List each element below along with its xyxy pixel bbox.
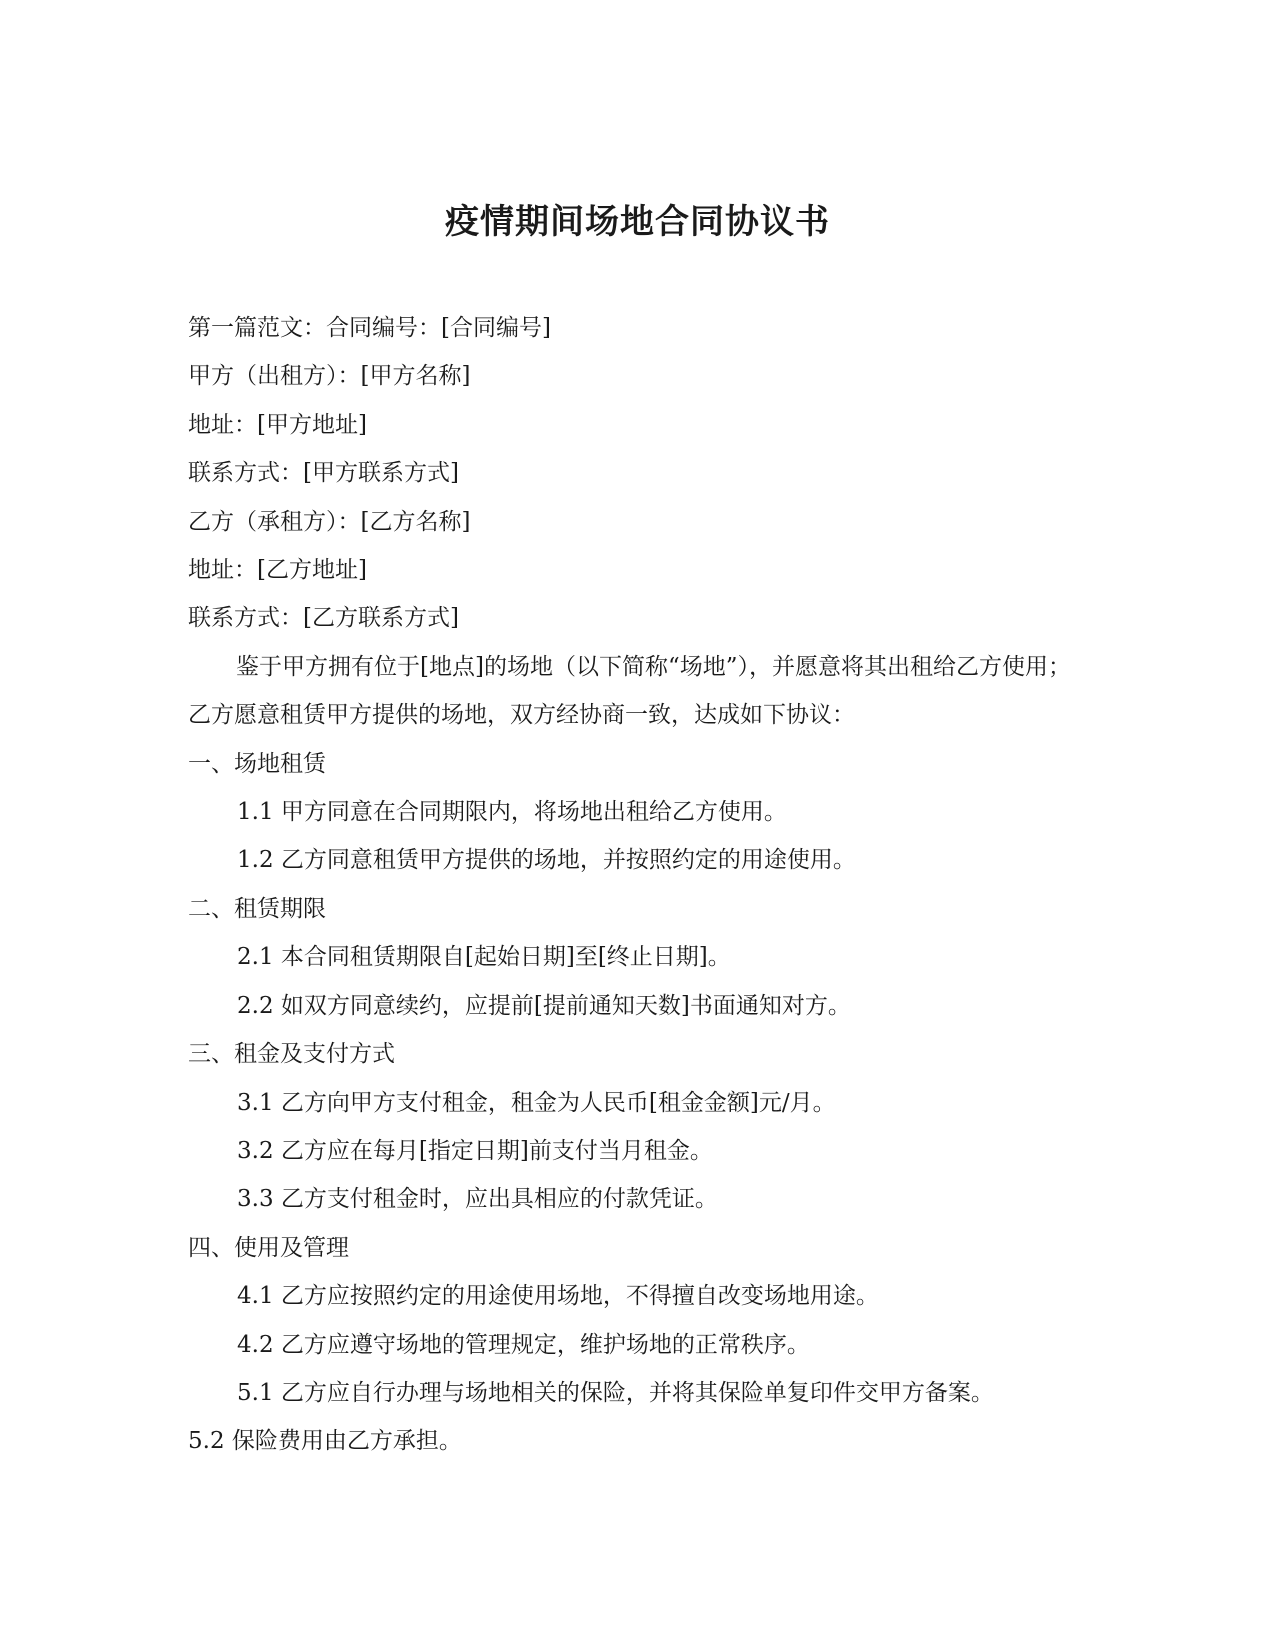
clause-1-2: 1.2 乙方同意租赁甲方提供的场地，并按照约定的用途使用。 bbox=[237, 847, 856, 874]
clause-2-1: 2.1 本合同租赁期限自[起始日期]至[终止日期]。 bbox=[237, 944, 731, 971]
party-a-name-line: 甲方（出租方）：[甲方名称] bbox=[188, 363, 471, 390]
document-title: 疫情期间场地合同协议书 bbox=[445, 202, 830, 242]
clause-5-1: 5.1 乙方应自行办理与场地相关的保险，并将其保险单复印件交甲方备案。 bbox=[237, 1379, 994, 1406]
party-a-contact-line: 联系方式：[甲方联系方式] bbox=[188, 460, 459, 487]
party-b-name-line: 乙方（承租方）：[乙方名称] bbox=[188, 508, 471, 535]
clause-3-2: 3.2 乙方应在每月[指定日期]前支付当月租金。 bbox=[237, 1137, 713, 1164]
document-body bbox=[188, 304, 1088, 1466]
clause-5-2: 5.2 保险费用由乙方承担。 bbox=[188, 1428, 462, 1455]
section-heading: 二、租赁期限 bbox=[188, 895, 326, 922]
party-a-address-line: 地址：[甲方地址] bbox=[188, 411, 367, 438]
clause-2-2: 2.2 如双方同意续约，应提前[提前通知天数]书面通知对方。 bbox=[237, 992, 851, 1019]
clause-1-1: 1.1 甲方同意在合同期限内，将场地出租给乙方使用。 bbox=[237, 799, 787, 826]
section-heading: 三、租金及支付方式 bbox=[188, 1041, 395, 1068]
contract-number-line: 第一篇范文：合同编号：[合同编号] bbox=[188, 315, 551, 341]
section-heading: 一、场地租赁 bbox=[188, 750, 326, 777]
preamble-paragraph: 鉴于甲方拥有位于[地点]的场地（以下简称“场地”），并愿意将其出租给乙方使用；乙方愿意租赁甲方提供的场地，双方经协商一致，达成如下协议： bbox=[188, 653, 1071, 729]
clause-4-2: 4.2 乙方应遵守场地的管理规定，维护场地的正常秩序。 bbox=[237, 1331, 810, 1358]
clause-3-1: 3.1 乙方向甲方支付租金，租金为人民币[租金金额]元/月。 bbox=[237, 1089, 836, 1116]
clause-4-1: 4.1 乙方应按照约定的用途使用场地，不得擅自改变场地用途。 bbox=[237, 1283, 879, 1310]
clause-3-3: 3.3 乙方支付租金时，应出具相应的付款凭证。 bbox=[237, 1186, 718, 1213]
party-b-contact-line: 联系方式：[乙方联系方式] bbox=[188, 605, 459, 632]
section-heading: 四、使用及管理 bbox=[188, 1234, 349, 1261]
party-b-address-line: 地址：[乙方地址] bbox=[188, 557, 367, 584]
